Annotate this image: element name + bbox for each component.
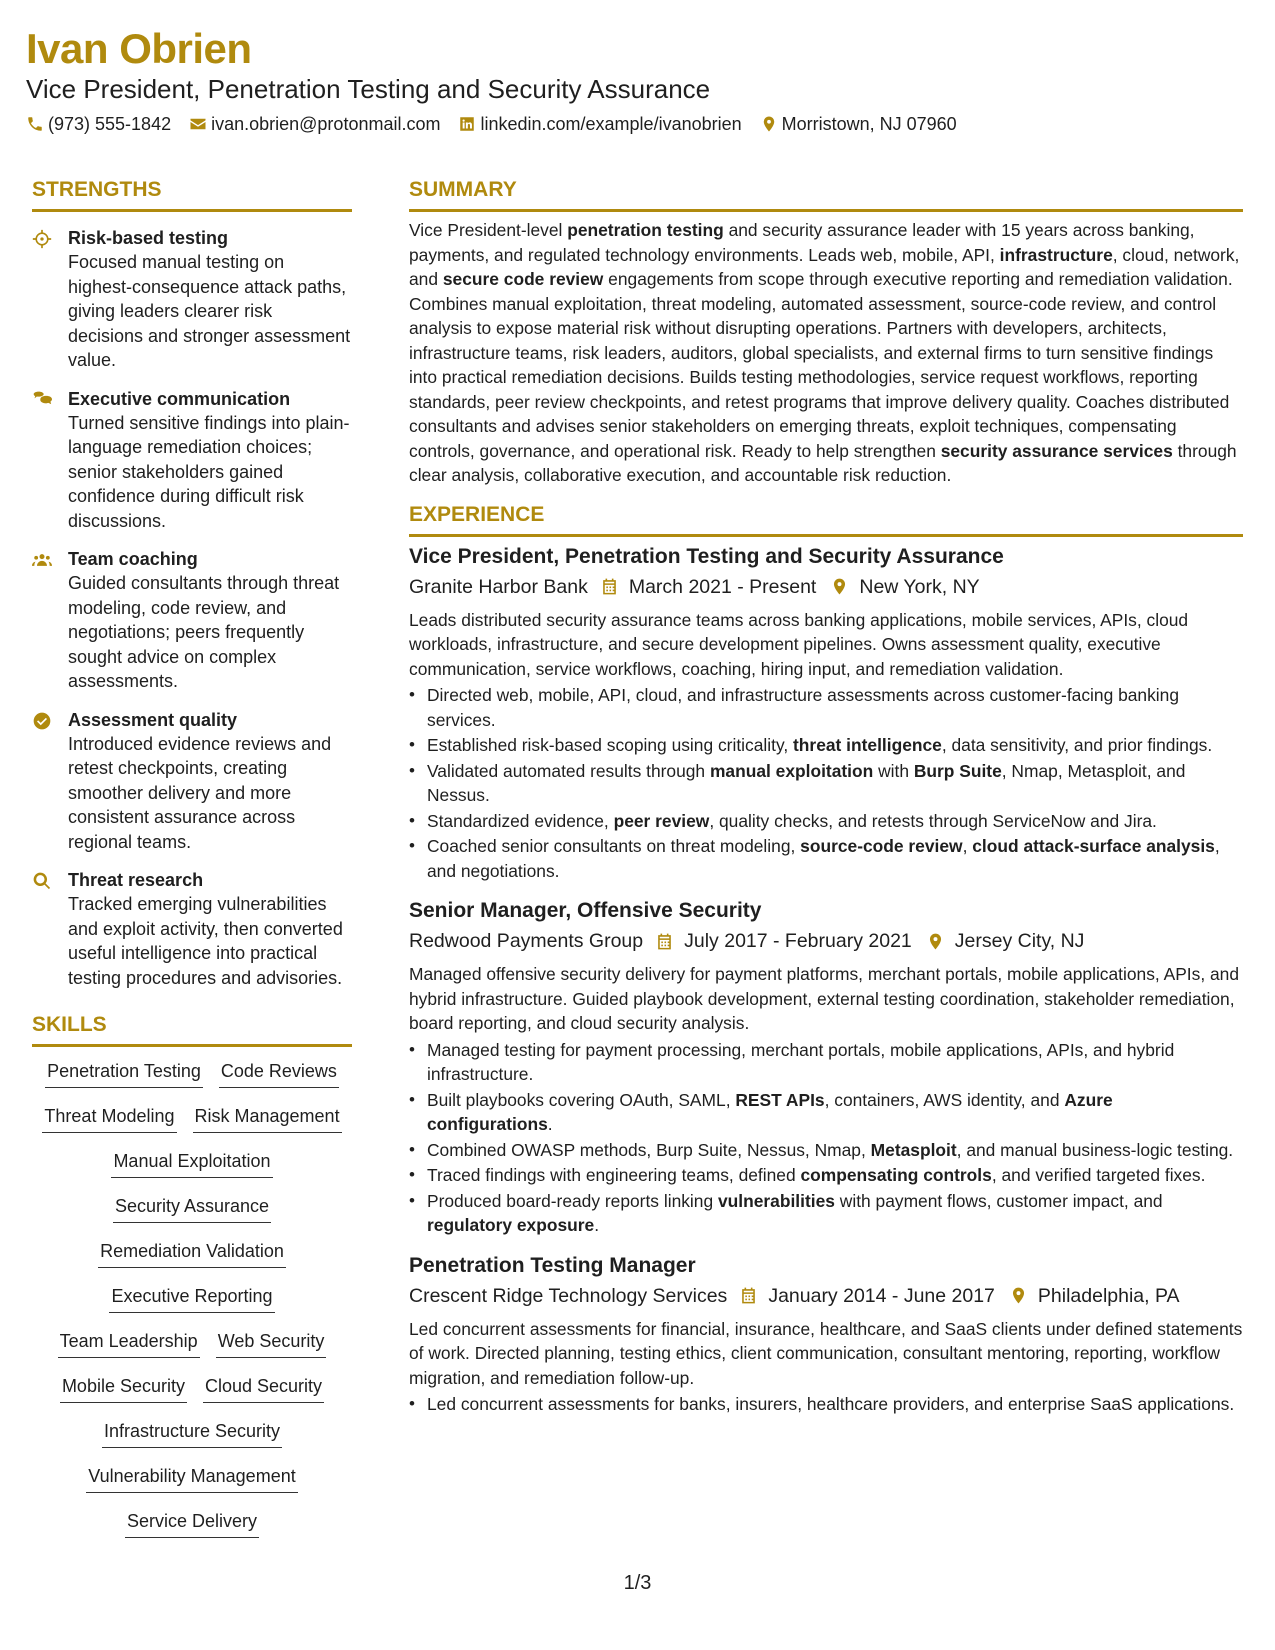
text-run: . [594, 1215, 600, 1235]
bold-keyword: compensating controls [800, 1165, 992, 1185]
map-pin-icon [760, 115, 778, 133]
search-icon [32, 871, 52, 891]
contact-phone [26, 112, 171, 136]
list-item [409, 733, 1243, 758]
list-item [409, 1038, 1243, 1087]
job-bullets [409, 1392, 1243, 1417]
job-company: Granite Harbor Bank [409, 575, 588, 598]
text-run: , quality checks, and retests through ServiceNow and Jira. [709, 810, 1157, 831]
list-item [409, 834, 1243, 883]
job-dates: January 2014 - June 2017 [768, 1284, 995, 1307]
bold-keyword: manual exploitation [709, 760, 874, 781]
skill-tag: Security Assurance [113, 1194, 271, 1223]
text-run: Managed testing for payment processing, merchant portals, mobile applications, APIs, and hybrid infrastructure. [427, 1039, 1175, 1084]
text-run: engagements from scope through executive reporting and remediation validation. Combines manual exploitation, threat modeling, automated assessment, source-code review, and control analysis to expose material risk without disrupting operations. Partners with developers, architects, infrastructure teams, risk leaders, auditors, global specialists, and external firms to turn sensitive findings into practical remediation decisions. Builds testing methodologies, service request workflows, reporting standards, peer review checkpoints, and retest programs that improve delivery quality. Coaches distributed consultants and advises senior stakeholders on emerging threats, exploit techniques, compensating controls, governance, and operational risk. Ready to help strengthen [409, 269, 1233, 461]
text-run: Built playbooks covering OAuth, SAML, [427, 1089, 736, 1110]
job-meta [409, 1281, 1243, 1311]
strength-desc: Introduced evidence reviews and retest checkpoints, creating smoother delivery and more consistent assurance across regional teams. [68, 733, 332, 852]
job-title: Penetration Testing Manager [409, 1253, 696, 1277]
job-entry [409, 1252, 1243, 1417]
skill-tag: Executive Reporting [109, 1284, 274, 1313]
list-item [409, 1138, 1243, 1163]
skill-tag: Risk Management [193, 1104, 342, 1133]
skills-list [32, 1059, 352, 1554]
job-meta [409, 572, 1243, 602]
list-item [409, 1163, 1243, 1188]
job-meta [409, 926, 1243, 956]
text-run: , and manual business-logic testing. [956, 1139, 1234, 1160]
summary-text [409, 218, 1243, 488]
text-run: with payment flows, customer impact, and [834, 1190, 1163, 1211]
candidate-name: Ivan Obrien [26, 25, 252, 72]
skill-tag: Manual Exploitation [111, 1149, 272, 1178]
contact-bar [26, 112, 1246, 136]
text-run: with [873, 760, 914, 781]
text-run: through clear analysis, collaborative execution, and accountable risk reduction. [409, 440, 1237, 485]
strength-title: Executive communication [68, 388, 291, 409]
job-title: Senior Manager, Offensive Security [409, 899, 762, 922]
crosshairs-icon [32, 229, 52, 249]
strength-title: Team coaching [68, 549, 198, 569]
text-run: Validated automated results through [427, 760, 710, 781]
skill-tag: Team Leadership [58, 1329, 200, 1358]
bold-keyword: cloud attack-surface analysis [972, 836, 1215, 856]
job-bullets [409, 1038, 1243, 1238]
job-location: Philadelphia, PA [1037, 1284, 1180, 1307]
list-item [409, 1189, 1243, 1238]
job-dates: July 2017 - February 2021 [684, 930, 912, 952]
chat-bubbles-icon [32, 390, 52, 410]
text-run: , containers, AWS identity, and [824, 1089, 1065, 1110]
contact-location [760, 112, 957, 136]
job-description: Managed offensive security delivery for payment platforms, merchant portals, mobile applications, APIs, and hybrid infrastructure. Guided playbook development, external testing coordination, stakeholder remediation, board reporting, and cloud security analysis. [409, 964, 1240, 1033]
job-company: Crescent Ridge Technology Services [409, 1284, 728, 1307]
bold-keyword: REST APIs [735, 1089, 825, 1110]
text-run: Traced findings with engineering teams, defined [427, 1165, 801, 1185]
strength-title: Threat research [68, 870, 204, 890]
strength-title: Risk-based testing [68, 228, 229, 248]
strength-title: Assessment quality [68, 709, 238, 730]
strength-item [32, 547, 352, 694]
bold-keyword: Burp Suite [913, 760, 1002, 781]
contact-email[interactable] [189, 112, 440, 136]
strength-item [32, 226, 352, 373]
text-run: , and verified targeted fixes. [991, 1165, 1206, 1185]
text-run: Coached senior consultants on threat modeling, [427, 836, 801, 856]
email-text: ivan.obrien@protonmail.com [211, 114, 441, 134]
text-run: Vice President-level [409, 220, 568, 240]
text-run: , cloud, network, and [409, 244, 1240, 289]
candidate-title: Vice President, Penetration Testing and Security Assurance [26, 74, 711, 104]
bold-keyword: vulnerabilities [717, 1190, 835, 1211]
strength-desc: Guided consultants through threat modeling, code review, and negotiations; peers frequently sought advice on complex assessments. [68, 573, 340, 691]
bold-keyword: penetration testing [567, 220, 724, 240]
strength-desc: Turned sensitive findings into plain-language remediation choices; senior stakeholders gained confidence during difficult risk discussions. [68, 412, 350, 531]
phone-text: (973) 555-1842 [48, 114, 172, 134]
bold-keyword: Azure configurations [427, 1089, 1113, 1134]
bold-keyword: source-code review [800, 836, 963, 856]
skill-tag: Infrastructure Security [102, 1419, 282, 1448]
text-run: , and negotiations. [427, 836, 1220, 881]
map-pin-icon [926, 932, 945, 951]
left-column [32, 177, 352, 1554]
job-bullets [409, 683, 1243, 883]
text-run: , Nmap, Metasploit, and Nessus. [427, 760, 1186, 805]
calendar-icon [739, 1286, 758, 1305]
right-column [409, 177, 1243, 1417]
list-item [409, 683, 1243, 732]
skill-tag: Service Delivery [125, 1509, 259, 1538]
bold-keyword: security assurance services [940, 440, 1173, 461]
job-title: Vice President, Penetration Testing and Security Assurance [409, 544, 1004, 568]
page-number: 1/3 [623, 1572, 652, 1594]
linkedin-text: linkedin.com/example/ivanobrien [480, 114, 742, 134]
text-run: Directed web, mobile, API, cloud, and infrastructure assessments across customer-facing banking services. [427, 685, 1180, 730]
skill-tag: Mobile Security [60, 1374, 187, 1403]
skill-tag: Cloud Security [203, 1374, 324, 1403]
text-run: and security assurance leader with 15 years across banking, payments, and regulated technology environments. Leads web, mobile, API, [409, 220, 1195, 265]
job-description: Led concurrent assessments for financial, insurance, healthcare, and SaaS clients under defined statements of work. Directed planning, testing ethics, client communication, consultant mentoring, reporting, workflow migration, and remediation follow-up. [409, 1318, 1243, 1388]
text-run: Led concurrent assessments for banks, insurers, healthcare providers, and enterprise SaaS applications. [427, 1394, 1235, 1414]
map-pin-icon [830, 577, 849, 596]
job-location: Jersey City, NJ [954, 930, 1085, 952]
text-run: , data sensitivity, and prior findings. [941, 735, 1213, 755]
text-run: Established risk-based scoping using criticality, [427, 735, 794, 755]
envelope-icon [189, 115, 207, 133]
bold-keyword: infrastructure [999, 244, 1113, 265]
check-circle-icon [32, 711, 52, 731]
strength-item [32, 708, 352, 855]
experience-heading: EXPERIENCE [409, 502, 1243, 537]
list-item [409, 1392, 1243, 1417]
skill-tag: Penetration Testing [45, 1059, 203, 1088]
calendar-icon [600, 577, 619, 596]
phone-icon [26, 115, 44, 133]
skills-heading: SKILLS [32, 1012, 352, 1047]
text-run: . [547, 1114, 553, 1134]
bold-keyword: secure code review [442, 269, 604, 289]
list-item [409, 759, 1243, 808]
strengths-heading: STRENGTHS [32, 177, 352, 212]
strength-item [32, 868, 352, 990]
calendar-icon [655, 932, 674, 951]
job-entry [409, 897, 1243, 1238]
bold-keyword: threat intelligence [793, 735, 942, 755]
job-dates: March 2021 - Present [628, 575, 817, 598]
skill-tag: Threat Modeling [42, 1104, 176, 1133]
job-description: Leads distributed security assurance teams across banking applications, mobile services, APIs, cloud workloads, infrastructure, and secure development pipelines. Owns assessment quality, executive communication, service workflows, coaching, hiring input, and remediation validation. [409, 609, 1189, 679]
strength-desc: Focused manual testing on highest-consequence attack paths, giving leaders clearer risk decisions and stronger assessment value. [68, 252, 351, 370]
list-item [409, 1088, 1243, 1137]
list-item [409, 809, 1243, 834]
text-run: Standardized evidence, [427, 810, 614, 831]
users-icon [32, 550, 52, 570]
map-pin-icon [1009, 1286, 1028, 1305]
job-location: New York, NY [859, 575, 980, 598]
text-run: Produced board-ready reports linking [427, 1190, 718, 1211]
text-run: , [962, 836, 973, 856]
resume-header [26, 26, 1246, 136]
skill-tag: Remediation Validation [98, 1239, 286, 1268]
bold-keyword: regulatory exposure [427, 1215, 595, 1235]
bold-keyword: peer review [613, 810, 710, 831]
bold-keyword: Metasploit [870, 1139, 957, 1160]
skill-tag: Vulnerability Management [86, 1464, 297, 1493]
text-run: Combined OWASP methods, Burp Suite, Nessus, Nmap, [427, 1139, 871, 1160]
contact-linkedin[interactable] [458, 112, 741, 136]
skill-tag: Code Reviews [219, 1059, 339, 1088]
experience-list [409, 543, 1243, 1417]
strength-desc: Tracked emerging vulnerabilities and exploit activity, then converted useful intelligence into practical testing procedures and advisories. [68, 894, 343, 988]
job-company: Redwood Payments Group [409, 930, 644, 952]
location-text: Morristown, NJ 07960 [781, 114, 957, 134]
summary-heading: SUMMARY [409, 177, 1243, 212]
linkedin-icon [458, 115, 476, 133]
strength-item [32, 387, 352, 534]
skill-tag: Web Security [216, 1329, 327, 1358]
job-entry [409, 543, 1243, 884]
